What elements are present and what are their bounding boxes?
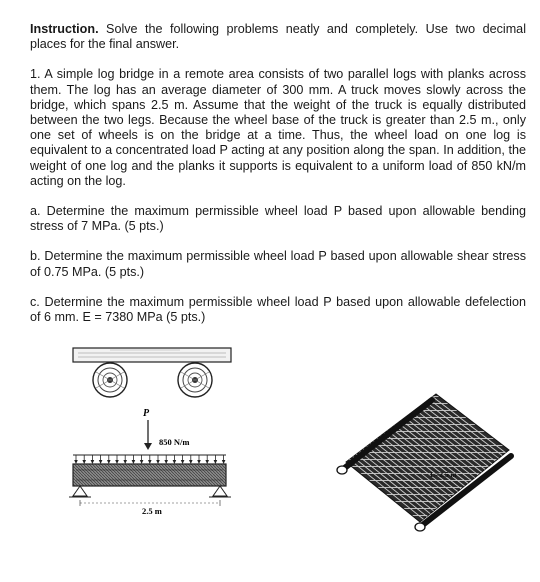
distributed-load-arrows [74, 455, 225, 464]
udl-arrowhead [123, 460, 127, 464]
log-side-view [73, 348, 231, 362]
udl-arrowhead [82, 460, 86, 464]
point-load-label: P [143, 408, 150, 419]
udl-arrowhead [99, 460, 103, 464]
instruction-paragraph [30, 22, 526, 52]
log-beam [73, 464, 226, 486]
bridge-figures [0, 330, 540, 582]
span-label: 2.5 m [142, 506, 162, 516]
udl-arrowhead [164, 460, 168, 464]
problem-statement: 1. A simple log bridge in a remote area consists of two parallel logs with planks across them. The log has an average diameter of 300 mm. A truck moves slowly across the bridge, which spans 2.5 m. Assume that the weight of the truck is equally distributed between the two legs. Because the wheel base of the truck is greater than 2.5 m., only one set of wheels is on the bridge at a time. Thus, the wheel load on one log is equivalent to a concentrated load P acting at any position along the span. In addition, the weight of one log and the planks it supports is equivalent to a uniform load of 850 kN/m acting on the log. [30, 67, 526, 188]
log-cross-section-right [178, 363, 212, 397]
bridge-length-label: L=2.5 m [430, 470, 457, 479]
udl-arrowhead [115, 460, 119, 464]
roller-support-right [213, 486, 227, 496]
bridge-perspective-view [337, 394, 511, 531]
problem-document [30, 22, 526, 340]
question-a: a. Determine the maximum permissible wheel load P based upon allowable bending stress of 7 MPa. (5 pts.) [30, 204, 526, 234]
log-cross-section-left [93, 363, 127, 397]
instruction-label: Instruction. [30, 22, 99, 36]
udl-arrowhead [222, 460, 226, 464]
instruction-text: Solve the following problems neatly and completely. Use two decimal places for the final answer. [30, 22, 526, 52]
question-b: b. Determine the maximum permissible wheel load P based upon allowable shear stress of 0.75 MPa. (5 pts.) [30, 249, 526, 279]
udl-arrowhead [148, 460, 152, 464]
udl-arrowhead [197, 460, 201, 464]
udl-arrowhead [107, 460, 111, 464]
udl-arrowhead [140, 460, 144, 464]
udl-arrowhead [173, 460, 177, 464]
distributed-load-label: 850 N/m [159, 437, 190, 447]
udl-arrowhead [74, 460, 78, 464]
udl-arrowhead [214, 460, 218, 464]
udl-arrowhead [205, 460, 209, 464]
beam-diagram [69, 408, 231, 516]
udl-arrowhead [91, 460, 95, 464]
pin-support-left [73, 486, 87, 496]
question-c: c. Determine the maximum permissible wheel load P based upon allowable defelection of 6 mm. E = 7380 MPa (5 pts.) [30, 294, 526, 325]
udl-arrowhead [132, 460, 136, 464]
udl-arrowhead [181, 460, 185, 464]
udl-arrowhead [189, 460, 193, 464]
udl-arrowhead [156, 460, 160, 464]
